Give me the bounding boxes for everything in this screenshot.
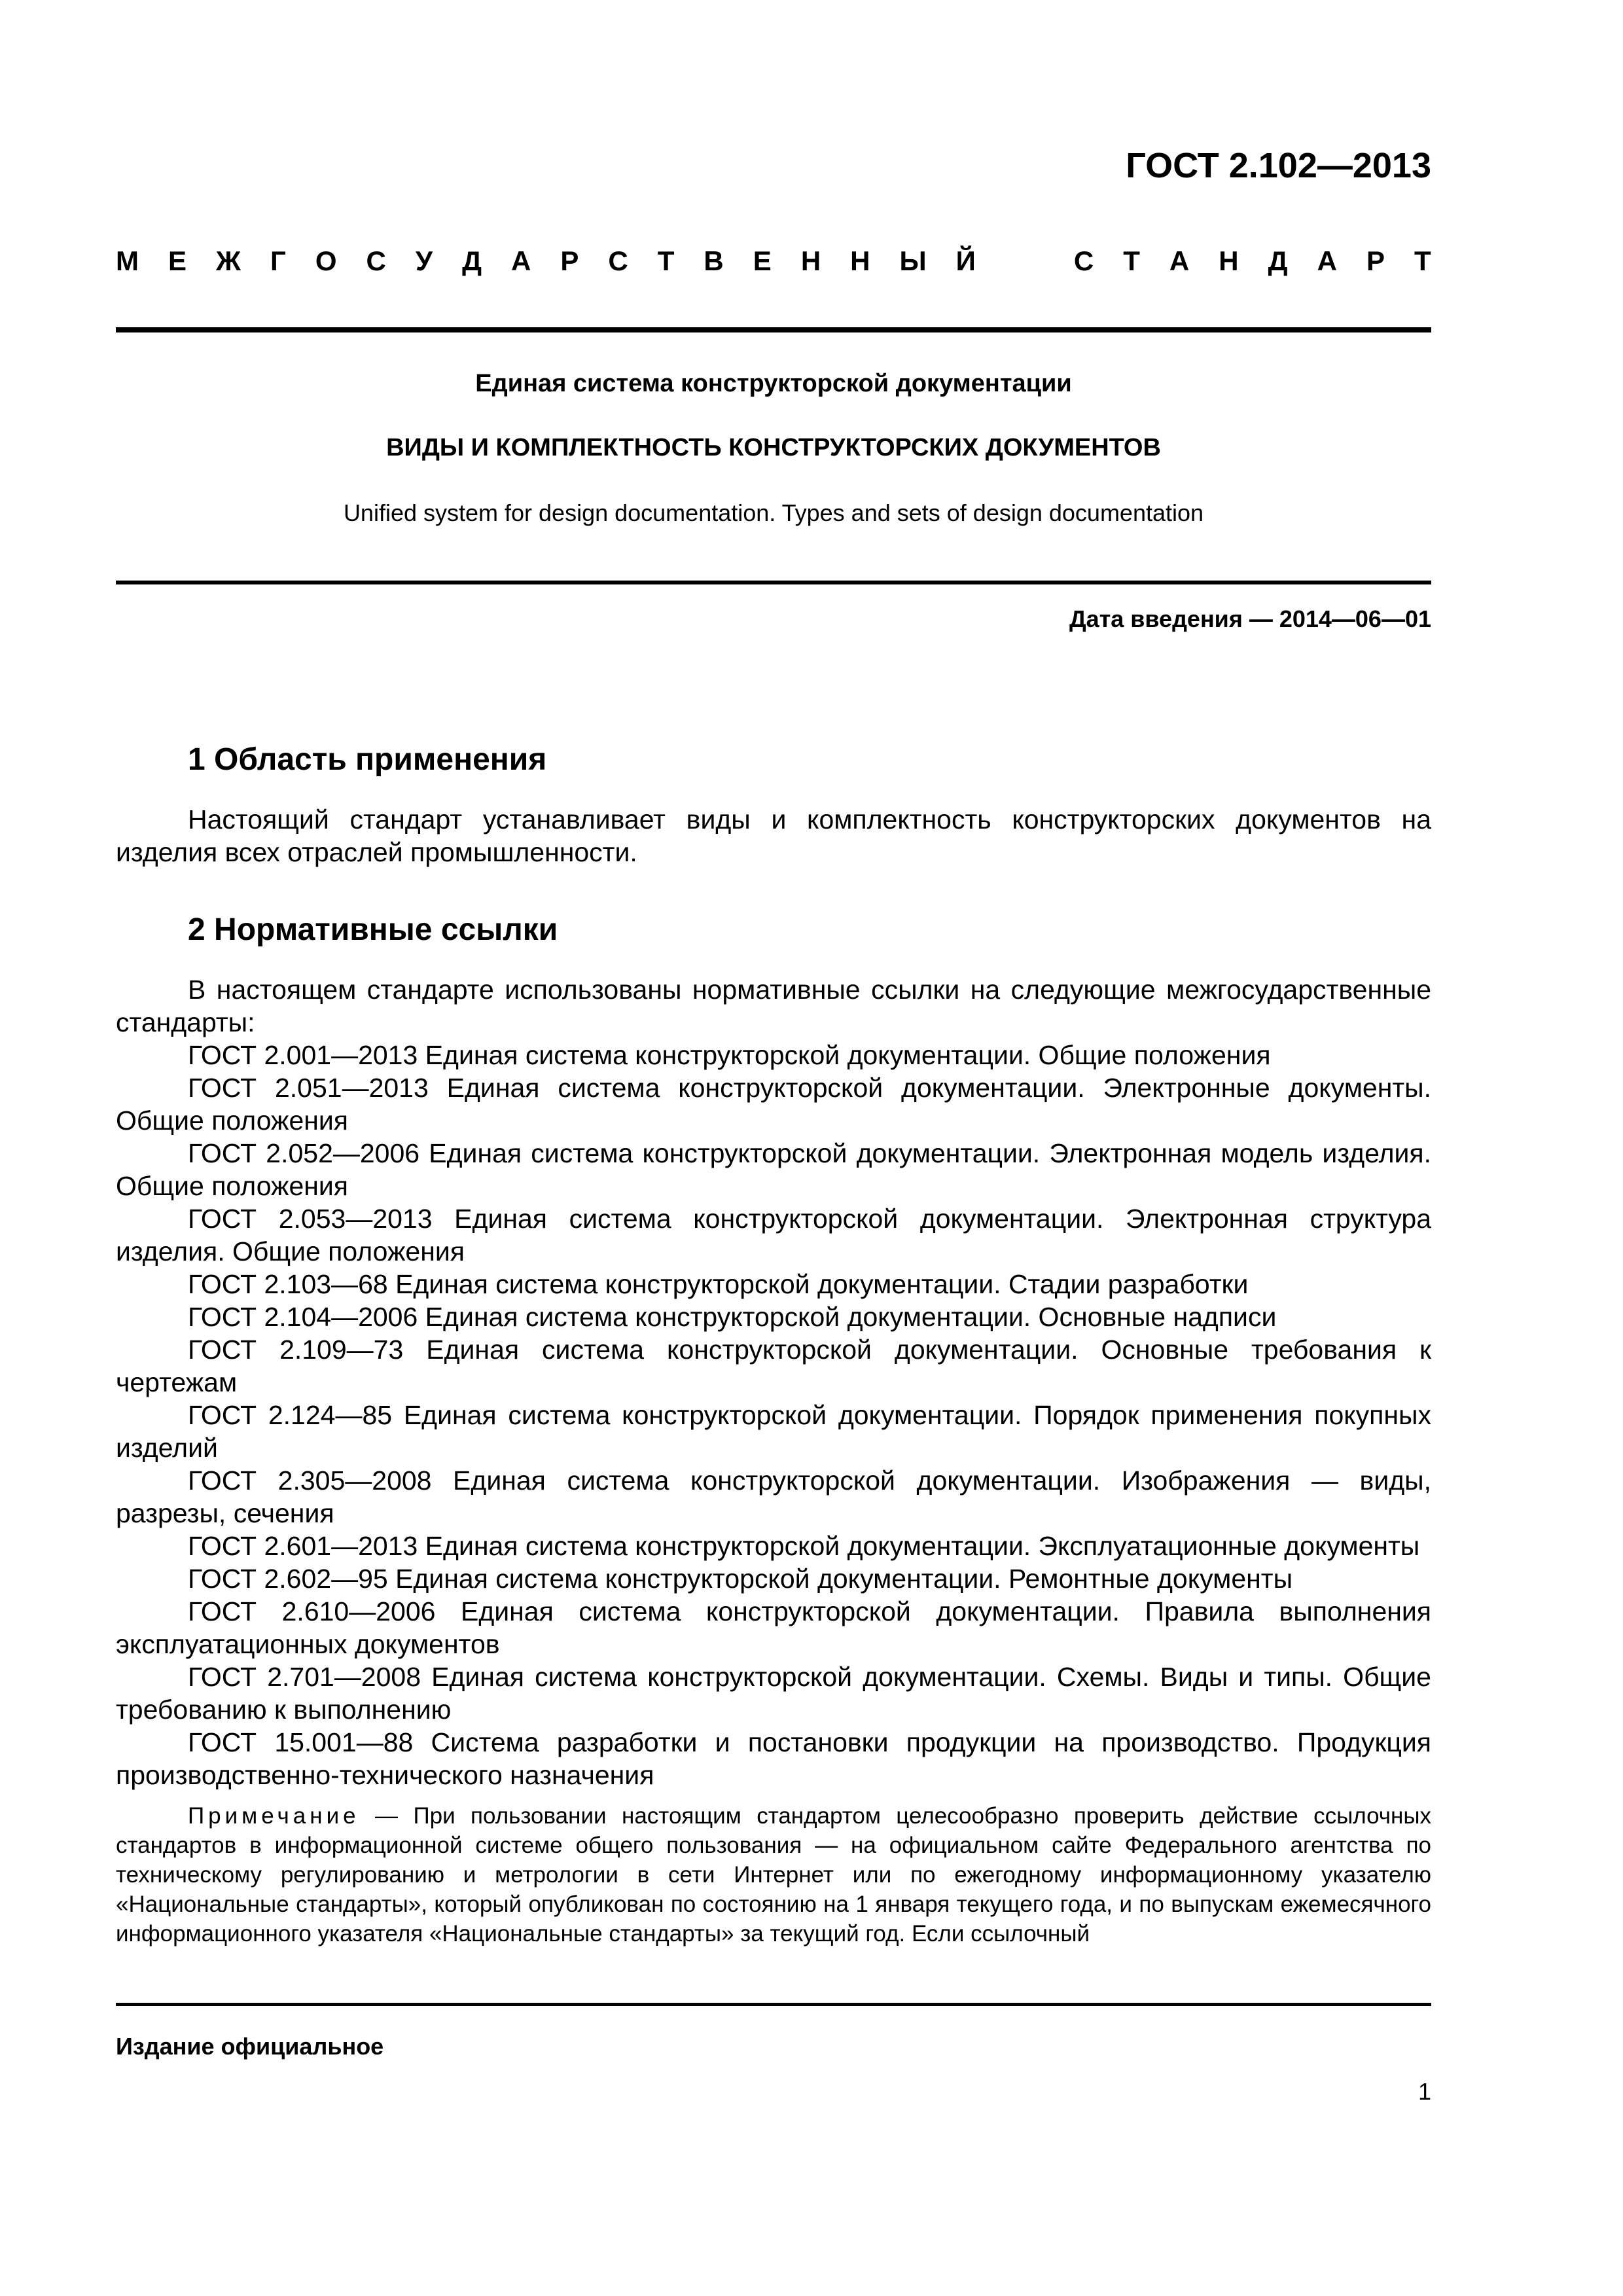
letter: А [1317, 245, 1337, 276]
header-divider [116, 327, 1431, 332]
letter: Д [1268, 245, 1288, 276]
reference-item: ГОСТ 2.103—68 Единая система конструкторской документации. Стадии разработки [188, 1269, 1249, 1299]
document-code: ГОСТ 2.102—2013 [1126, 146, 1431, 185]
references-intro: В настоящем стандарте использованы нормативные ссылки на следующие межгосударственные стандарты: [116, 975, 1431, 1037]
letter: А [511, 245, 531, 276]
letter: Н [850, 245, 870, 276]
letter: Й [955, 245, 976, 276]
note-paragraph [116, 1801, 1431, 1948]
reference-item: ГОСТ 2.701—2008 Единая система конструкторской документации. Схемы. Виды и типы. Общие требованию к выполнению [116, 1662, 1431, 1725]
letter: Д [462, 245, 482, 276]
letter: С [608, 245, 628, 276]
reference-item: ГОСТ 2.001—2013 Единая система конструкторской документации. Общие положения [188, 1040, 1271, 1070]
reference-item: ГОСТ 2.052—2006 Единая система конструкторской документации. Электронная модель изделия. Общие положения [116, 1138, 1431, 1201]
word-gap [1005, 245, 1044, 277]
title-divider [116, 581, 1431, 584]
letter: Р [560, 245, 579, 276]
letter: Ы [899, 245, 927, 276]
reference-item: ГОСТ 2.124—85 Единая система конструкторской документации. Порядок применения покупных изделий [116, 1400, 1431, 1463]
reference-item: ГОСТ 2.601—2013 Единая система конструкторской документации. Эксплуатационные документы [188, 1531, 1420, 1561]
letter: Н [800, 245, 821, 276]
paragraph: Настоящий стандарт устанавливает виды и комплектность конструкторских документов на изделия всех отраслей промышленности. [116, 804, 1431, 867]
standard-type-heading [116, 245, 1431, 277]
letter: М [116, 245, 139, 276]
letter: Н [1219, 245, 1239, 276]
section-heading-scope: 1 Область применения [188, 742, 547, 777]
reference-item: ГОСТ 2.109—73 Единая система конструкторской документации. Основные требования к чертежам [116, 1335, 1431, 1397]
reference-item: ГОСТ 2.053—2013 Единая система конструкторской документации. Электронная структура изделия. Общие положения [116, 1204, 1431, 1266]
references-note [116, 1801, 1431, 1948]
letter: Е [168, 245, 187, 276]
document-series: Единая система конструкторской документации [475, 370, 1072, 397]
letter: Т [1414, 245, 1431, 276]
section-body-scope [116, 803, 1431, 869]
note-text: — При пользовании настоящим стандартом целесообразно проверить действие ссылочных стандартов в информационной системе общего пользования — на официальном сайте Федерального агентства по техническому регулированию и метрологии в сети Интернет или по ежегодному информационному указателю «Национальные стандарты», который опубликован по состоянию на 1 января текущего года, и по выпускам ежемесячного информационного указателя «Национальные стандарты» за текущий год. Если ссылочный [116, 1803, 1431, 1946]
letter: У [415, 245, 433, 276]
note-label: Примечание [188, 1803, 360, 1829]
letter: А [1169, 245, 1190, 276]
reference-item: ГОСТ 2.051—2013 Единая система конструкторской документации. Электронные документы. Общие положения [116, 1073, 1431, 1136]
reference-item: ГОСТ 2.104—2006 Единая система конструкторской документации. Основные надписи [188, 1302, 1277, 1332]
introduction-date: Дата введения — 2014—06—01 [1069, 605, 1431, 632]
reference-item: ГОСТ 2.602—95 Единая система конструкторской документации. Ремонтные документы [188, 1564, 1293, 1594]
reference-item: ГОСТ 15.001—88 Система разработки и постановки продукции на производство. Продукция производственно-технического назначения [116, 1727, 1431, 1790]
document-title: ВИДЫ И КОМПЛЕКТНОСТЬ КОНСТРУКТОРСКИХ ДОКУМЕНТОВ [386, 434, 1161, 461]
page-number: 1 [1418, 2078, 1431, 2105]
letter: В [704, 245, 724, 276]
letter: С [1073, 245, 1094, 276]
letter: Т [657, 245, 675, 276]
reference-item: ГОСТ 2.305—2008 Единая система конструкторской документации. Изображения — виды, разрезы, сечения [116, 1465, 1431, 1528]
reference-item: ГОСТ 2.610—2006 Единая система конструкторской документации. Правила выполнения эксплуатационных документов [116, 1596, 1431, 1659]
letter: Р [1366, 245, 1385, 276]
footer-divider [116, 2003, 1431, 2006]
letter: Т [1123, 245, 1140, 276]
letter: С [366, 245, 386, 276]
letter: Ж [216, 245, 241, 276]
references-list [116, 973, 1431, 1791]
letter: О [315, 245, 337, 276]
section-heading-references: 2 Нормативные ссылки [188, 912, 558, 947]
edition-label: Издание официальное [116, 2033, 384, 2060]
document-title-english: Unified system for design documentation. Types and sets of design documentation [343, 499, 1204, 526]
letter: Е [753, 245, 772, 276]
letter: Г [270, 245, 286, 276]
